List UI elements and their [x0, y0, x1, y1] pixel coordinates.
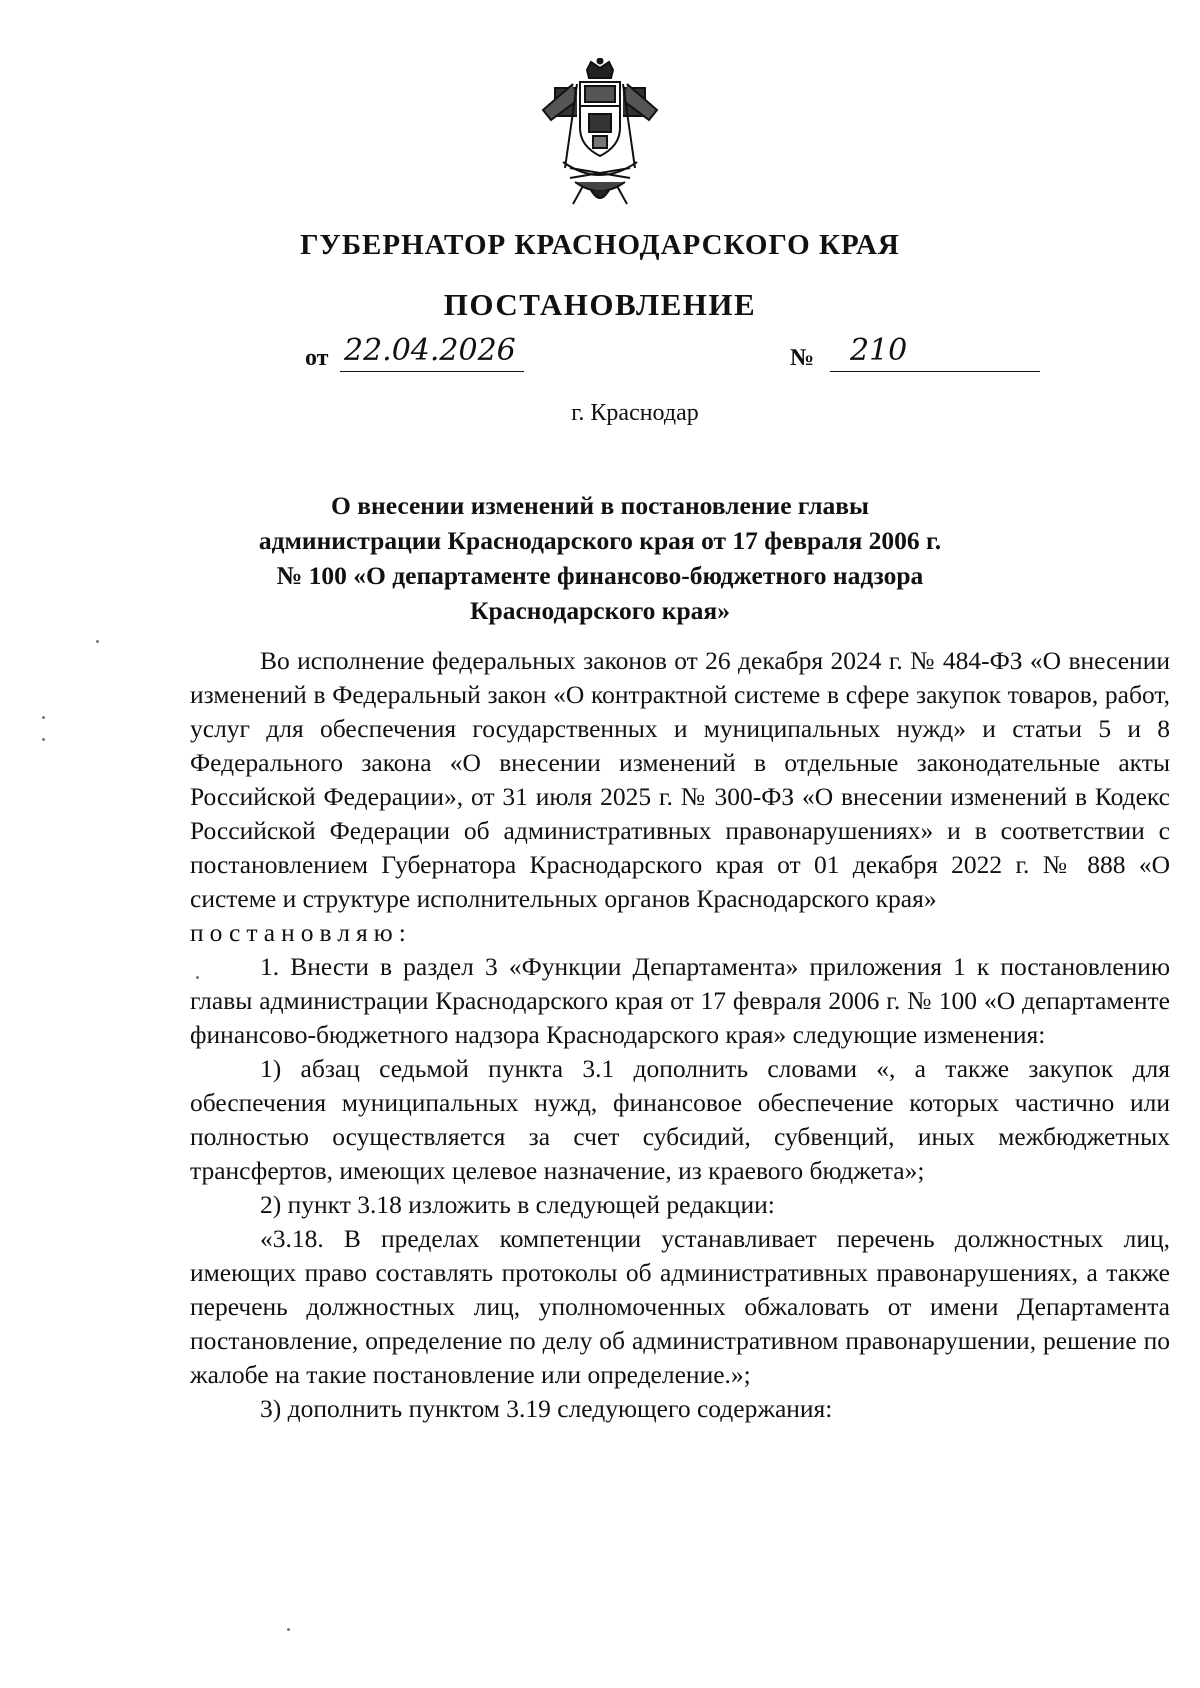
number-prefix-label: №: [790, 345, 815, 371]
coat-of-arms-emblem: [525, 58, 675, 208]
clause-1-paragraph: 1. Внести в раздел 3 «Функции Департамента» приложения 1 к постановлению главы администрации Краснодарского края от 17 февраля 2006 г. № 100 «О департаменте финансово-бюджетного надзора Краснодарского края» следующие изменения:: [190, 952, 1170, 1049]
date-field: [305, 333, 516, 372]
document-body: [190, 644, 1170, 1426]
subclause-1-paragraph: 1) абзац седьмой пункта 3.1 дополнить словами «, а также закупок для обеспечения муниципальных нужд, финансовое обеспечение которых частично или полностью осуществляется за счет субсидий, субвенций, иных межбюджетных трансфертов, имеющих целевое назначение, из краевого бюджета»;: [190, 1054, 1170, 1185]
city-line: г. Краснодар: [571, 400, 699, 426]
resolution-title: [250, 488, 950, 628]
resolve-keyword: постановляю:: [190, 918, 412, 947]
issuing-authority: ГУБЕРНАТОР КРАСНОДАРСКОГО КРАЯ: [300, 229, 900, 261]
subclause-3-paragraph: 3) дополнить пунктом 3.19 следующего содержания:: [260, 1394, 833, 1423]
document-type-heading: ПОСТАНОВЛЕНИЕ: [443, 287, 757, 322]
title-line: О внесении изменений в постановление главы: [331, 491, 869, 520]
subclause-2-paragraph: 2) пункт 3.18 изложить в следующей редакции:: [260, 1190, 775, 1219]
preamble-paragraph: [190, 644, 1170, 950]
title-line: администрации Краснодарского края от 17 февраля 2006 г.: [258, 526, 942, 555]
preamble-text: Во исполнение федеральных законов от 26 декабря 2024 г. № 484-ФЗ «О внесении изменений в Федеральный закон «О контрактной системе в сфере закупок товаров, работ, услуг для обеспечения государственных и муниципальных нужд» и статьи 5 и 8 Федерального закона «О внесении изменений в отдельные законодательные акты Российской Федерации», от 31 июля 2025 г. № 300-ФЗ «О внесении изменений в Кодекс Российской Федерации об административных правонарушениях» и в соответствии с постановлением Губернатора Краснодарского края от 01 декабря 2022 г. № 888 «О системе и структуре исполнительных органов Краснодарского края»: [190, 646, 1170, 913]
number-field: [790, 333, 908, 372]
handwritten-date: 22.04.2026: [340, 333, 524, 372]
date-prefix-label: от: [305, 345, 329, 371]
title-line: Краснодарского края»: [470, 596, 730, 625]
title-line: № 100 «О департаменте финансово-бюджетного надзора: [276, 561, 924, 590]
clause-3-18-paragraph: «3.18. В пределах компетенции устанавливает перечень должностных лиц, имеющих право составлять протоколы об административных правонарушениях, а также перечень должностных лиц, уполномоченных обжаловать от имени Департамента постановление, определение по делу об административном правонарушении, решение по жалобе на такие постановление или определение.»;: [190, 1224, 1170, 1389]
handwritten-number: 210: [830, 333, 1040, 372]
